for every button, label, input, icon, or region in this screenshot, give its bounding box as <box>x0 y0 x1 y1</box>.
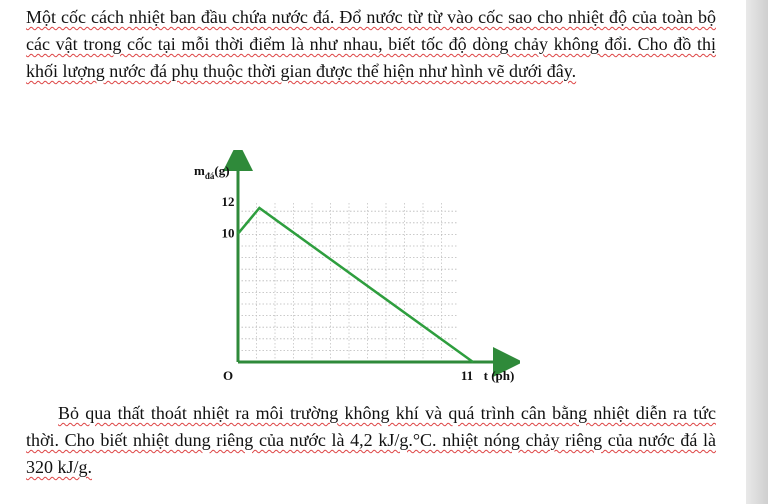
chart-grid <box>238 203 458 362</box>
ice-mass-chart <box>190 150 520 390</box>
y-tick-label-12: 12 <box>221 194 235 209</box>
x-tick-label-11: 11 <box>460 368 474 383</box>
problem-paragraph-1 <box>26 4 716 85</box>
page-edge-shadow <box>746 0 768 504</box>
y-tick-label-10: 10 <box>221 225 235 241</box>
problem-text-2: Bỏ qua thất thoát nhiệt ra môi trường không khí và quá trình cân bằng nhiệt diễn ra tức thời. Cho biết nhiệt dung riêng của nước là 4,2 kJ/g.°C. nhiệt nóng chảy riêng của nước đá là 320 kJ/g. <box>26 403 716 477</box>
y-axis-label: $m_{đá}(g)$ <box>194 163 230 181</box>
x-axis-label: t (ph) <box>483 368 515 383</box>
problem-text-1: Một cốc cách nhiệt ban đầu chứa nước đá. Đổ nước từ từ vào cốc sao cho nhiệt độ của toàn bộ các vật trong cốc tại mỗi thời điểm là như nhau, biết tốc độ dòng chảy không đổi. Cho đồ thị khối lượng nước đá phụ thuộc thời gian được thể hiện như hình vẽ dưới đây. <box>26 7 716 81</box>
problem-paragraph-2 <box>26 400 716 481</box>
origin-label: O <box>222 368 234 383</box>
